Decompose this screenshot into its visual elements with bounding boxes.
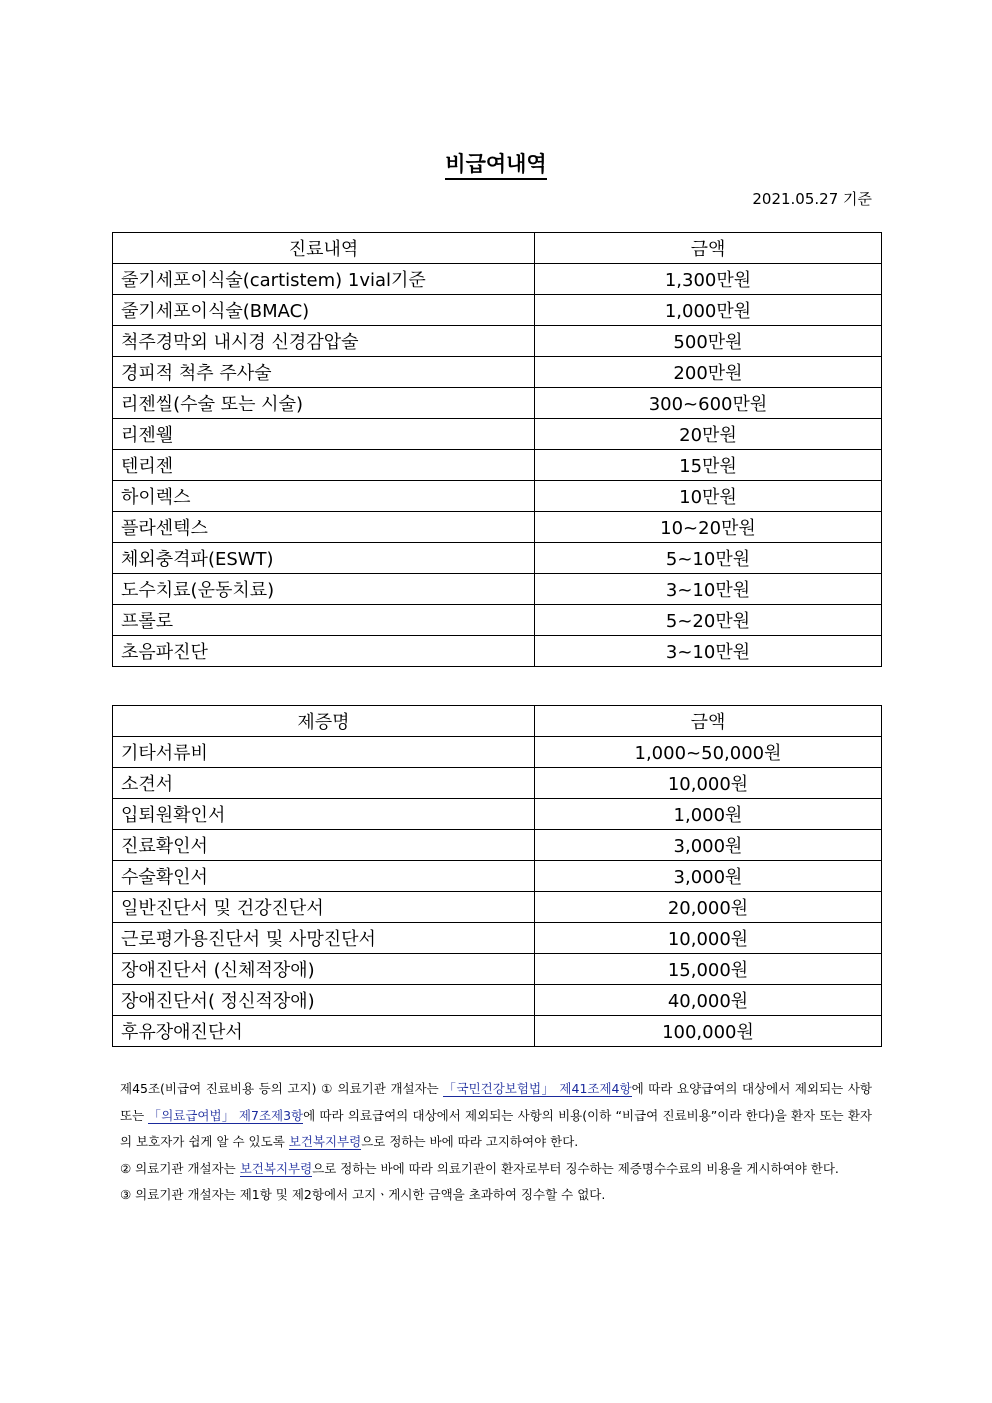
table-row [113,574,882,605]
table-header-row [113,233,882,264]
header-price: 금액 [535,233,882,264]
item-price: 10,000원 [535,923,882,954]
table-row [113,985,882,1016]
header-certificate: 제증명 [113,706,535,737]
item-price: 1,000만원 [535,295,882,326]
item-price: 15만원 [535,450,882,481]
item-price: 3,000원 [535,830,882,861]
item-name: 체외충격파(ESWT) [113,543,535,574]
table-row [113,799,882,830]
item-name: 기타서류비 [113,737,535,768]
header-treatment: 진료내역 [113,233,535,264]
item-name: 장애진단서 (신체적장애) [113,954,535,985]
item-name: 초음파진단 [113,636,535,667]
item-name: 진료확인서 [113,830,535,861]
notice-paragraph-2: ② 의료기관 개설자는 보건복지부령으로 정하는 바에 따라 의료기관이 환자로부터 징수하는 제증명수수료의 비용을 게시하여야 한다. [120,1160,839,1176]
notice-paragraph-3: ③ 의료기관 개설자는 제1항 및 제2항에서 고지ㆍ게시한 금액을 초과하여 징수할 수 없다. [120,1187,606,1202]
item-price: 3~10만원 [535,574,882,605]
table-row [113,512,882,543]
table-row [113,737,882,768]
item-price: 40,000원 [535,985,882,1016]
table-row [113,357,882,388]
item-price: 200만원 [535,357,882,388]
item-name: 텐리젠 [113,450,535,481]
table-row [113,543,882,574]
page-title [0,148,992,178]
table-row [113,1016,882,1047]
item-price: 3,000원 [535,861,882,892]
item-price: 10만원 [535,481,882,512]
item-name: 프롤로 [113,605,535,636]
item-price: 20,000원 [535,892,882,923]
table-row [113,768,882,799]
certificate-fee-table [112,705,882,1047]
item-price: 10,000원 [535,768,882,799]
notice-paragraph-1: 제45조(비급여 진료비용 등의 고지) ① 의료기관 개설자는 「국민건강보험법」 제41조제4항에 따라 요양급여의 대상에서 제외되는 사항 또는 「의료급여법」 제7조제3항에 따라 의료급여의 대상에서 제외되는 사항의 비용(이하 “비급여 진료비용”이라 한다)을 환자 또는 환자의 보호자가 쉽게 알 수 있도록 보건복지부령으로 정하는 바에 따라 고지하여야 한다. [120,1081,873,1149]
link-medical-aid-act[interactable]: 「의료급여법」 제7조제3항 [148,1107,304,1123]
table-row [113,481,882,512]
item-name: 척주경막외 내시경 신경감압술 [113,326,535,357]
header-price: 금액 [535,706,882,737]
item-name: 리젠씰(수술 또는 시술) [113,388,535,419]
item-name: 입퇴원확인서 [113,799,535,830]
item-name: 줄기세포이식술(BMAC) [113,295,535,326]
table-row [113,264,882,295]
item-price: 1,000원 [535,799,882,830]
item-name: 소견서 [113,768,535,799]
item-price: 10~20만원 [535,512,882,543]
item-price: 20만원 [535,419,882,450]
table-row [113,923,882,954]
item-price: 5~20만원 [535,605,882,636]
item-price: 3~10만원 [535,636,882,667]
table-header-row [113,706,882,737]
link-ministry-ordinance[interactable]: 보건복지부령 [288,1134,362,1149]
link-ministry-ordinance[interactable]: 보건복지부령 [239,1160,313,1176]
item-price: 1,300만원 [535,264,882,295]
item-price: 500만원 [535,326,882,357]
item-price: 300~600만원 [535,388,882,419]
table-row [113,892,882,923]
table-row [113,636,882,667]
item-name: 경피적 척추 주사술 [113,357,535,388]
item-price: 15,000원 [535,954,882,985]
reference-date: 2021.05.27 기준 [752,190,872,208]
page-title-text: 비급여내역 [445,152,546,180]
table-row [113,419,882,450]
table-row [113,326,882,357]
table-row [113,861,882,892]
table-row [113,830,882,861]
table-row [113,605,882,636]
item-name: 하이렉스 [113,481,535,512]
link-national-health-insurance-act[interactable]: 「국민건강보험법」 제41조제4항 [443,1081,632,1096]
item-name: 후유장애진단서 [113,1016,535,1047]
item-name: 수술확인서 [113,861,535,892]
item-name: 줄기세포이식술(cartistem) 1vial기준 [113,264,535,295]
treatment-fee-table [112,232,882,667]
item-name: 근로평가용진단서 및 사망진단서 [113,923,535,954]
item-name: 장애진단서( 정신적장애) [113,985,535,1016]
legal-notice [120,1076,872,1209]
table-row [113,450,882,481]
table-row [113,954,882,985]
table-row [113,388,882,419]
item-name: 리젠웰 [113,419,535,450]
item-price: 1,000~50,000원 [535,737,882,768]
table-row [113,295,882,326]
item-name: 일반진단서 및 건강진단서 [113,892,535,923]
item-name: 도수치료(운동치료) [113,574,535,605]
item-name: 플라센텍스 [113,512,535,543]
item-price: 100,000원 [535,1016,882,1047]
item-price: 5~10만원 [535,543,882,574]
